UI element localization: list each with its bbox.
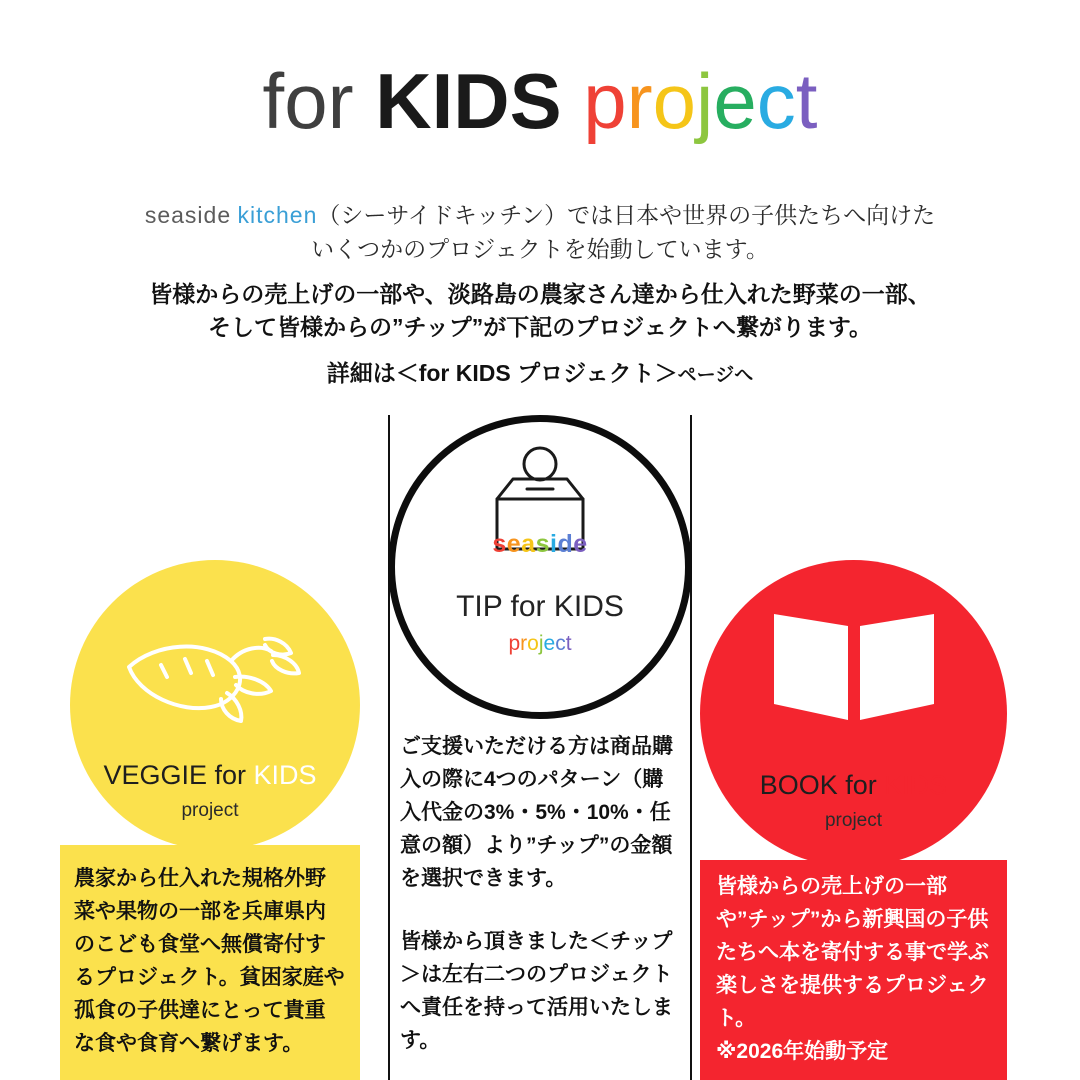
seaside-letter-3: a bbox=[521, 530, 536, 558]
book-headline-main: BOOK for bbox=[759, 770, 885, 800]
lead3-suffix: ページへ bbox=[677, 365, 754, 386]
title-letter-e: e bbox=[713, 57, 757, 145]
tip-sub-letter-3: o bbox=[527, 632, 539, 655]
brand-seaside: seaside bbox=[144, 202, 232, 228]
seaside-letter-2: e bbox=[506, 530, 522, 558]
title-letter-j: j bbox=[696, 57, 714, 145]
lead-paragraph-1 bbox=[0, 198, 1080, 266]
veggie-body: 農家から仕入れた規格外野菜や果物の一部を兵庫県内のこども食堂へ無償寄付するプロジェクト。貧困家庭や孤食の子供達にとって貴重な食や食育へ繋げます。 bbox=[74, 867, 345, 1055]
seaside-letter-1: s bbox=[492, 530, 507, 558]
lead3-main: 詳細は＜for KIDS プロジェクト＞ bbox=[326, 360, 678, 386]
tip-sub-letter-6: c bbox=[555, 632, 566, 655]
book-headline-kids: KIDS bbox=[884, 770, 948, 800]
veggie-headline bbox=[60, 760, 360, 791]
title-word-kids: KIDS bbox=[375, 57, 562, 145]
lead-paragraph-2 bbox=[0, 278, 1080, 344]
tip-sub-letter-7: t bbox=[565, 632, 572, 655]
title-letter-c: c bbox=[756, 57, 796, 145]
seaside-letter-5: i bbox=[549, 530, 558, 558]
lead-line-2: いくつかのプロジェクトを始動しています。 bbox=[311, 236, 769, 262]
seaside-letter-4: s bbox=[535, 530, 550, 558]
tip-sub-letter-1: p bbox=[508, 632, 521, 655]
seaside-letter-7: e bbox=[573, 530, 588, 558]
lead2-line-a: 皆様からの売上げの一部や、淡路島の農家さん達から仕入れた野菜の一部、 bbox=[149, 281, 931, 307]
title-letter-p: p bbox=[583, 57, 627, 145]
book-note: ※2026年始動予定 bbox=[716, 1040, 889, 1063]
lead-line-1-rest: （シーサイドキッチン）では日本や世界の子供たちへ向けた bbox=[317, 202, 936, 228]
tip-headline: TIP for KIDS bbox=[456, 590, 624, 623]
page-title bbox=[0, 57, 1080, 145]
title-letter-r: r bbox=[626, 57, 653, 145]
carrot-icon bbox=[115, 625, 315, 735]
veggie-headline-kids: KIDS bbox=[253, 760, 317, 790]
title-letter-t: t bbox=[795, 57, 818, 145]
seaside-logo bbox=[388, 530, 692, 559]
tip-sub bbox=[388, 632, 692, 656]
brand-kitchen: kitchen bbox=[237, 202, 318, 228]
tip-sub-letter-2: r bbox=[520, 632, 528, 655]
veggie-sub: project bbox=[181, 800, 239, 821]
title-letter-o: o bbox=[652, 57, 697, 145]
tip-sub-letter-5: e bbox=[543, 632, 556, 655]
book-sub: project bbox=[824, 810, 883, 831]
book-body: 皆様からの売上げの一部や”チップ”から新興国の子供たちへ本を寄付する事で学ぶ楽しさを提供するプロジェクト。 bbox=[716, 875, 989, 1030]
lead-paragraph-3 bbox=[0, 358, 1080, 391]
title-word-project bbox=[583, 57, 817, 145]
open-book-icon bbox=[768, 608, 940, 726]
tip-sub-letter-4: j bbox=[538, 632, 544, 655]
lead-line-1 bbox=[0, 198, 1080, 232]
tip-body-1: ご支援いただける方は商品購入の際に4つのパターン（購入代金の3%・5%・10%・任意の額）より”チップ”の金額を選択できます。 bbox=[400, 735, 673, 890]
book-headline bbox=[700, 770, 1007, 801]
lead2-line-b: そして皆様からの”チップ”が下記のプロジェクトへ繋がります。 bbox=[207, 314, 872, 340]
veggie-headline-main: VEGGIE for bbox=[103, 760, 254, 790]
title-word-for: for bbox=[262, 57, 354, 145]
tip-body-2: 皆様から頂きました＜チップ＞は左右二つのプロジェクトへ責任を持って活用いたします。 bbox=[400, 930, 673, 1052]
seaside-letter-6: d bbox=[557, 530, 574, 558]
